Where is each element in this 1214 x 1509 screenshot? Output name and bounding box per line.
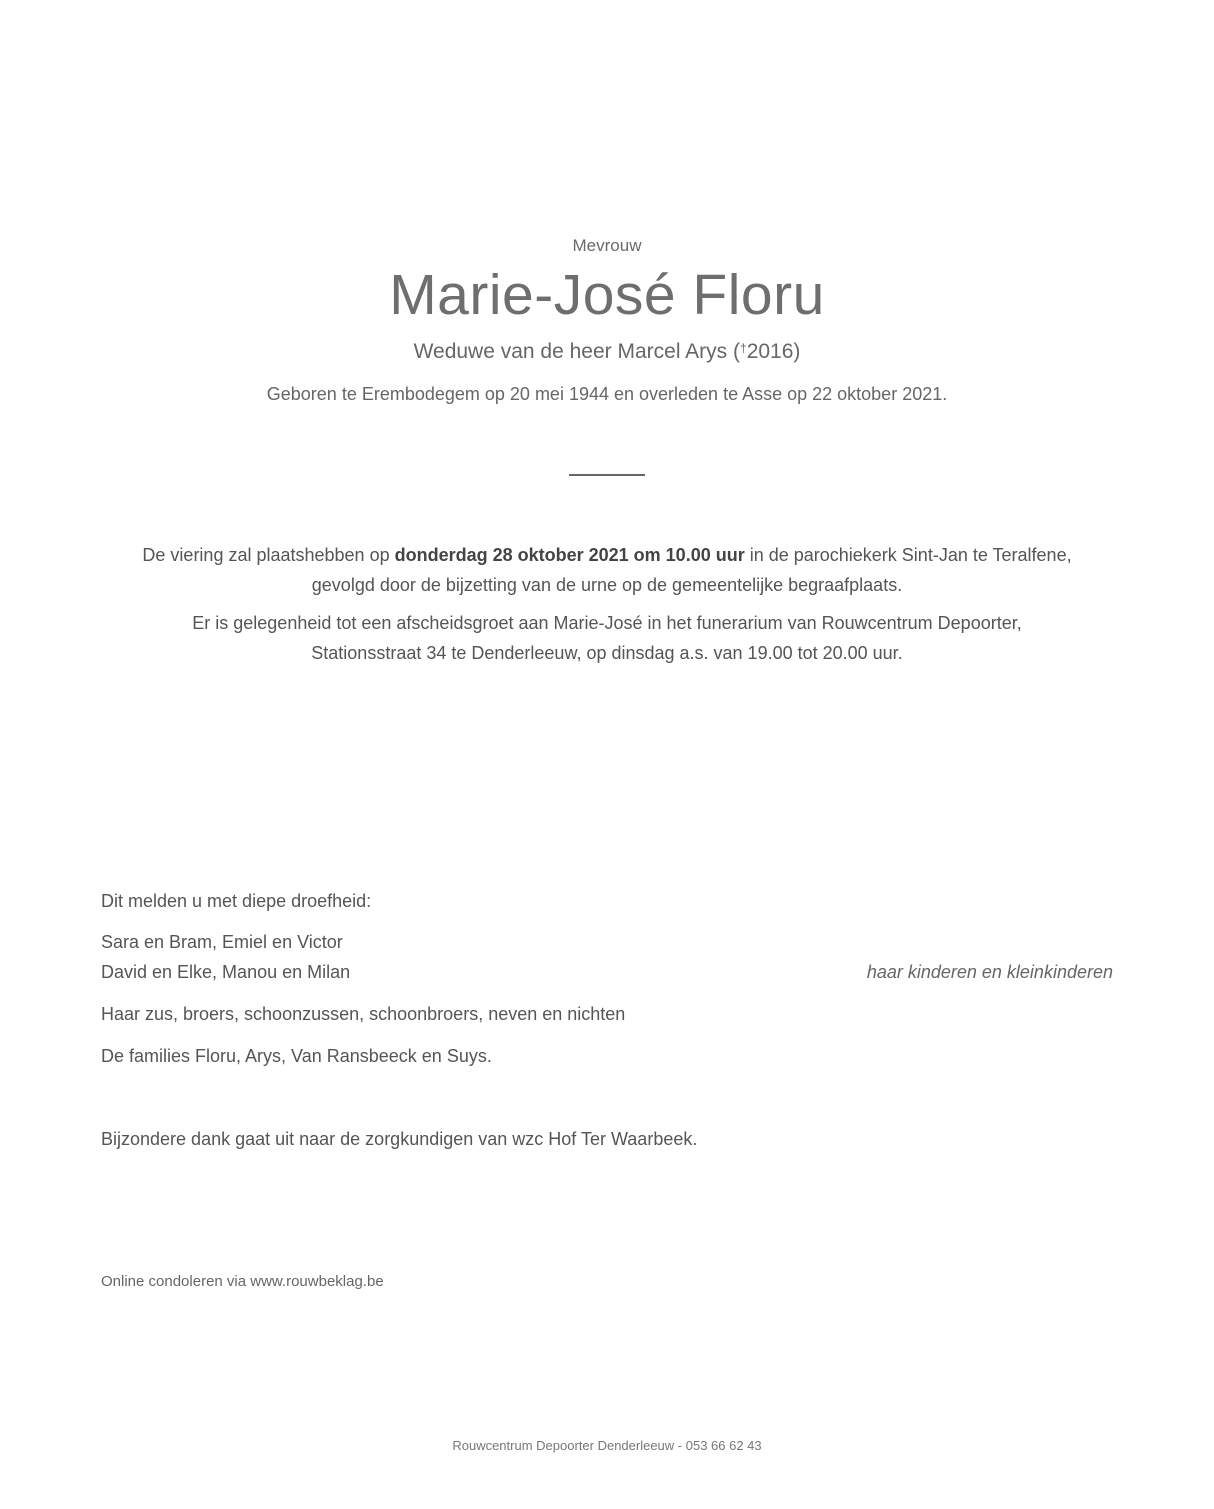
spouse-prefix: Weduwe van de heer Marcel Arys ( [413, 340, 741, 363]
ceremony-pre: De viering zal plaatshebben op [142, 545, 395, 565]
salutation: Mevrouw [572, 236, 642, 255]
cross-symbol: † [740, 341, 747, 355]
farewell-line-1: Er is gelegenheid tot een afscheidsgroet aan Marie-José in het funerarium van Rouwcentrum Depoorter, [192, 613, 1022, 633]
ceremony-line-2: gevolgd door de bijzetting van de urne op de gemeentelijke begraafplaats. [311, 575, 903, 595]
children-line-1: Sara en Bram, Emiel en Victor [101, 932, 343, 952]
spouse-suffix: 2016) [746, 340, 801, 363]
siblings-line: Haar zus, broers, schoonzussen, schoonbroers, neven en nichten [101, 1004, 626, 1024]
spouse-line [0, 340, 1214, 364]
children-line-2: David en Elke, Manou en Milan [101, 962, 351, 982]
family-intro: Dit melden u met diepe droefheid: [101, 891, 372, 911]
ceremony-line-1 [0, 540, 1214, 570]
birth-death-line: Geboren te Erembodegem op 20 mei 1944 en overleden te Asse op 22 oktober 2021. [266, 384, 948, 404]
farewell-text [0, 608, 1214, 668]
footer: Rouwcentrum Depoorter Denderleeuw - 053 66 62 43 [452, 1438, 762, 1453]
families-line: De families Floru, Arys, Van Ransbeeck en Suys. [101, 1046, 492, 1066]
ceremony-post: in de parochiekerk Sint-Jan te Teralfene, [744, 545, 1072, 565]
divider [569, 474, 645, 476]
ceremony-text [0, 540, 1214, 600]
farewell-line-2: Stationsstraat 34 te Denderleeuw, op dinsdag a.s. van 19.00 tot 20.00 uur. [311, 643, 903, 663]
thanks-line: Bijzondere dank gaat uit naar de zorgkundigen van wzc Hof Ter Waarbeek. [101, 1129, 698, 1149]
online-condolence: Online condoleren via www.rouwbeklag.be [101, 1273, 384, 1290]
ceremony-date: donderdag 28 oktober 2021 om 10.00 uur [394, 545, 745, 565]
children-relation: haar kinderen en kleinkinderen [866, 962, 1113, 982]
deceased-name: Marie-José Floru [389, 263, 825, 327]
